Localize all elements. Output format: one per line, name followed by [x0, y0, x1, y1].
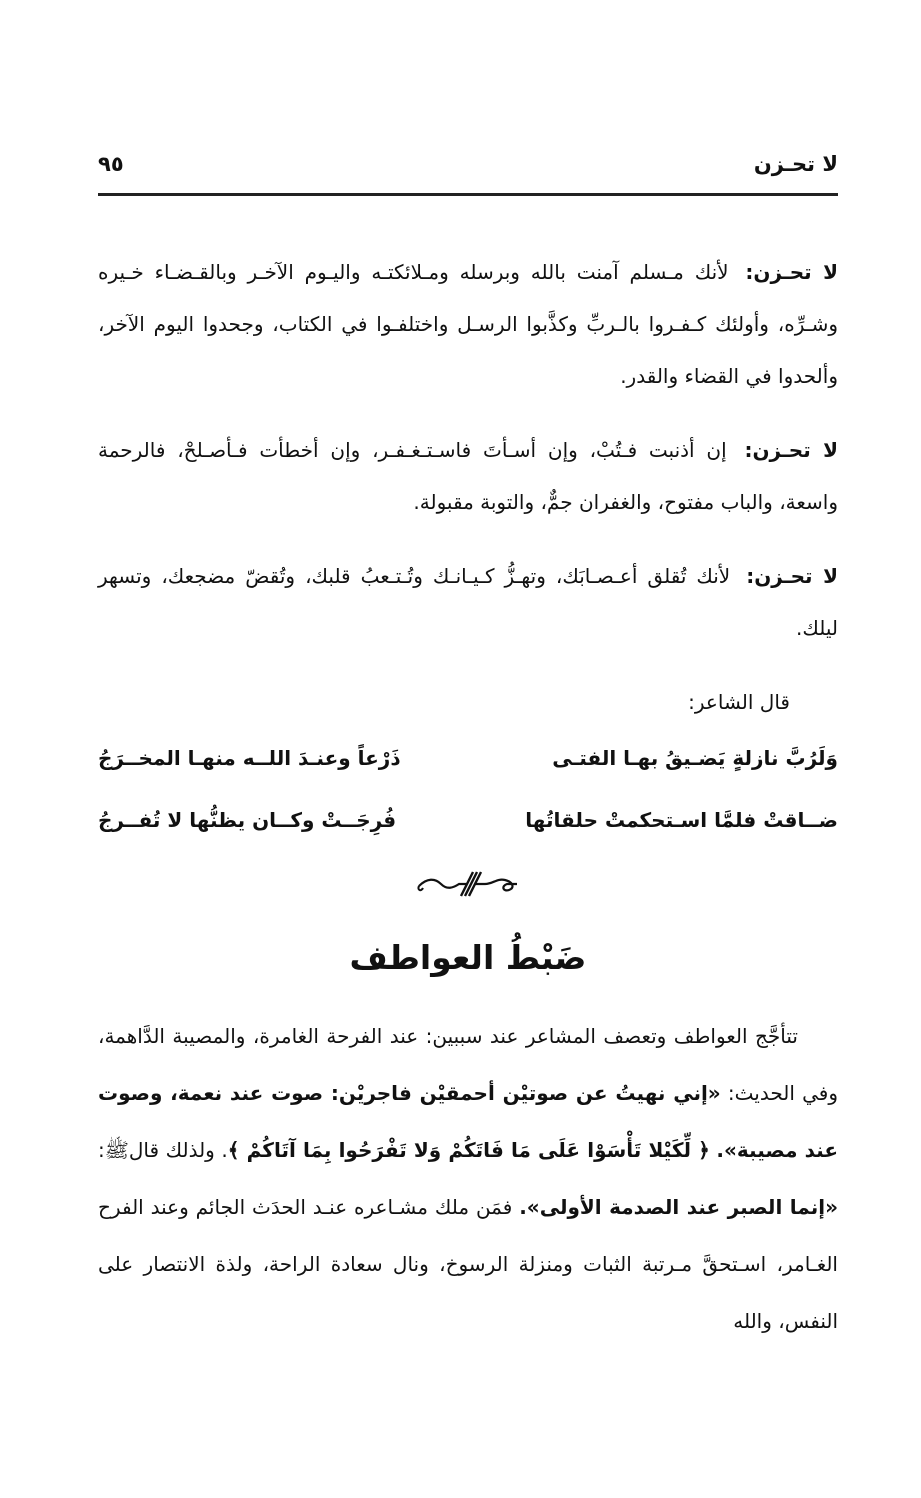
- paragraph-2: [98, 424, 838, 528]
- verse-first-half: ضــاقتْ فلمَّا اسـتحكمتْ حلقاتُها: [525, 808, 838, 832]
- paragraph-lead: لا تحـزن:: [744, 438, 839, 462]
- verse-first-half: وَلَرُبَّ نازلةٍ يَضـيقُ بهـا الفتـى: [552, 746, 838, 770]
- ornament-divider-icon: [413, 866, 523, 900]
- verse-second-half: فُرِجَــتْ وكــان يظنُّها لا تُفــرجُ: [98, 808, 397, 832]
- quran-verse: ﴿ لِّكَيْلا تَأْسَوْا عَلَى مَا فَاتَكُمْ وَلا تَفْرَحُوا بِمَا آتَاكُمْ ﴾: [227, 1138, 710, 1162]
- section-text: فمَن ملك مشـاعره عنـد الحدَث الجائم وعند الفرح الغـامر، اسـتحقَّ مـرتبة الثبات ومنزلة الرسوخ، ونال سعادة الراحة، ولذة الانتصار على النفس، والله: [98, 1195, 838, 1333]
- hadith-quote: «إنما الصبر عند الصدمة الأولى».: [519, 1195, 838, 1219]
- paragraph-3: [98, 550, 838, 654]
- header-rule: [98, 193, 838, 196]
- paragraph-1: [98, 246, 838, 402]
- book-title: لا تحـزن: [753, 152, 838, 176]
- hadith-quote: «إني نهيتُ عن صوتيْن أحمقيْن فاجريْن: صوت عند نعمة، وصوت عند مصيبة».: [98, 1081, 839, 1162]
- section-text: تتأجَّج العواطف وتعصف المشاعر عند سببين: عند الفرحة الغامرة، والمصيبة الدَّاهمة، وفي الحديث:: [98, 1024, 838, 1105]
- paragraph-text: لأنك تُقلق أعـصـابَك، وتهـزُّ كـيـانـك وتُـتـعبُ قلبك، وتُقضّ مضجعك، وتسهر ليلك.: [98, 564, 838, 640]
- running-header: [98, 150, 838, 190]
- poem-intro: قال الشاعر:: [688, 690, 790, 714]
- section-title: ضَبْطُ العواطف: [349, 938, 587, 977]
- poem-verse-1: [98, 732, 838, 784]
- poem-verse-2: [98, 794, 838, 846]
- section-body: [98, 1008, 838, 1350]
- paragraph-text: لأنك مـسلم آمنت بالله وبرسله ومـلائكتـه واليـوم الآخـر وبالقـضـاء خـيره وشـرِّه، وأولئك كـفـروا بالـربِّ وكذَّبوا الرسـل واختلفـوا في الكتاب، وجحدوا اليوم الآخر، وألحدوا في القضاء والقدر.: [98, 260, 838, 388]
- page-number: ٩٥: [98, 152, 124, 176]
- paragraph-text: إن أذنبت فـتُبْ، وإن أسـأتَ فاسـتـغـفـر، وإن أخطأت فـأصـلحْ، فالرحمة واسعة، والباب مفتوح، والغفران جمٌّ، والتوبة مقبولة.: [98, 438, 838, 514]
- section-text: . ولذلك قالﷺ:: [98, 1138, 228, 1162]
- paragraph-lead: لا تحـزن:: [746, 564, 839, 588]
- verse-second-half: ذَرْعاً وعنـدَ اللــه منهـا المخــرَجُ: [98, 746, 401, 770]
- page-content: [98, 246, 838, 1350]
- paragraph-lead: لا تحـزن:: [745, 260, 838, 284]
